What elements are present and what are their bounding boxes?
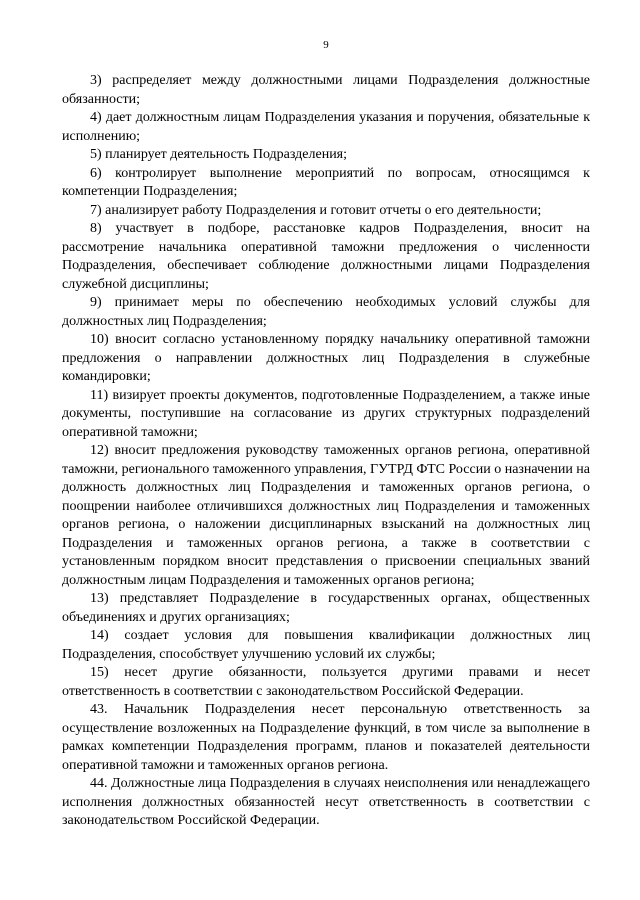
list-item-3: 3) распределяет между должностными лицами Подразделения должностные обязанности;: [62, 73, 590, 107]
page-number: 9: [323, 39, 329, 51]
list-item-4: 4) дает должностным лицам Подразделения указания и поручения, обязательные к исполнению;: [62, 110, 590, 144]
list-item-14: 14) создает условия для повышения квалификации должностных лиц Подразделения, способствует улучшению условий их службы;: [62, 628, 590, 662]
list-item-9: 9) принимает меры по обеспечению необходимых условий службы для должностных лиц Подразделения;: [62, 295, 590, 329]
list-item-13: 13) представляет Подразделение в государственных органах, общественных объединениях и других организациях;: [62, 591, 590, 625]
list-item-15: 15) несет другие обязанности, пользуется другими правами и несет ответственность в соответствии с законодательством Российской Федерации.: [62, 665, 590, 699]
list-item-8: 8) участвует в подборе, расстановке кадров Подразделения, вносит на рассмотрение начальника оперативной таможни предложения о численности Подразделения, обеспечивает соблюдение должностными лицами Подразделения служебной дисциплины;: [62, 221, 590, 292]
clause-43: 43. Начальник Подразделения несет персональную ответственность за осуществление возложенных на Подразделение функций, в том числе за выполнение в рамках компетенции Подразделения программ, планов и показателей деятельности оперативной таможни и таможенных органов региона.: [62, 702, 590, 773]
list-item-12: 12) вносит предложения руководству таможенных органов региона, оперативной таможни, регионального таможенного управления, ГУТРД ФТС России о назначении на должность должностных лиц Подразделения и таможенных органов региона, о поощрении наиболее отличившихся должностных лиц Подразделения и таможенных органов региона, о наложении дисциплинарных взысканий на должностных лиц Подразделения и таможенных органов региона, а также в соответствии с установленным порядком вносит представления о присвоении специальных званий должностным лицам Подразделения и таможенных органов региона;: [62, 443, 591, 588]
list-item-5: 5) планирует деятельность Подразделения;: [90, 147, 348, 162]
list-item-7: 7) анализирует работу Подразделения и готовит отчеты о его деятельности;: [90, 202, 542, 218]
list-item-6: 6) контролирует выполнение мероприятий по вопросам, относящимся к компетенции Подразделения;: [62, 165, 590, 199]
list-item-11: 11) визирует проекты документов, подготовленные Подразделением, а также иные документы, поступившие на согласование из других структурных подразделений оперативной таможни;: [62, 387, 590, 440]
clause-44: 44. Должностные лица Подразделения в случаях неисполнения или ненадлежащего исполнения должностных обязанностей несут ответственность в соответствии с законодательством Российской Федерации.: [62, 776, 590, 828]
list-item-10: 10) вносит согласно установленному порядку начальнику оперативной таможни предложения о направлении должностных лиц Подразделения в служебные командировки;: [62, 332, 590, 384]
